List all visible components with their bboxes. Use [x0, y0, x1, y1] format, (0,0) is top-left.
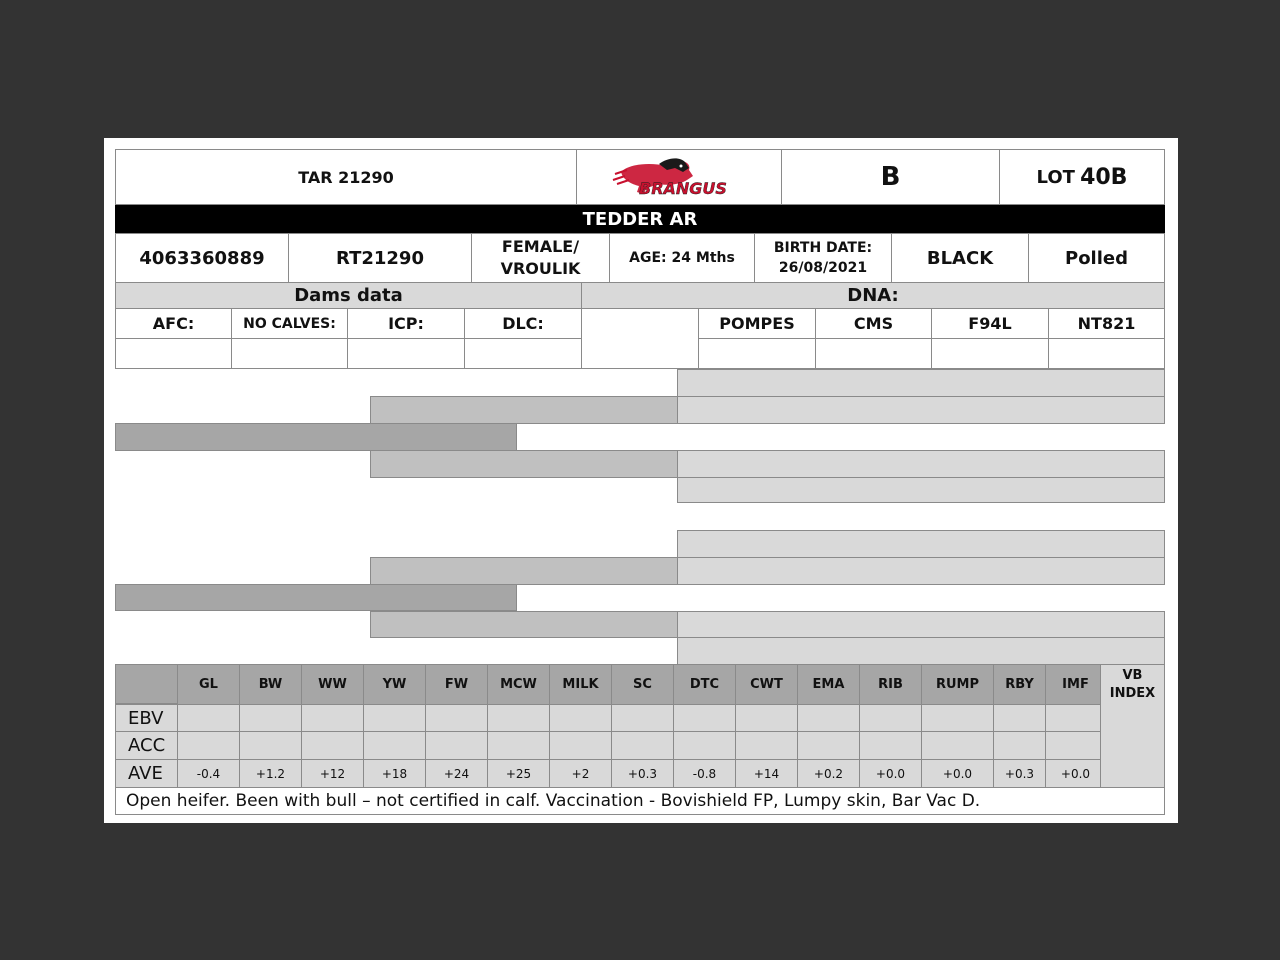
ebv-value-ema	[797, 704, 860, 732]
acc-value-rump	[921, 731, 994, 760]
lot-prefix: LOT	[1036, 166, 1075, 188]
ebv-col-bw: BW	[239, 664, 302, 705]
ebv-col-cwt: CWT	[735, 664, 798, 705]
dams-icp-label: ICP:	[347, 308, 465, 339]
pedigree-gs-2	[370, 557, 678, 585]
ebv-corner	[115, 664, 178, 704]
dna-nt821-label: NT821	[1048, 308, 1165, 339]
pedigree-sire	[115, 423, 517, 451]
dams-icp-value	[347, 338, 465, 369]
pedigree-ggd-2	[677, 477, 1165, 503]
dna-f94l-label: F94L	[931, 308, 1049, 339]
lot-value: 40B	[1080, 164, 1128, 190]
ebv-col-ema: EMA	[797, 664, 860, 705]
ave-value-ema: +0.2	[797, 759, 860, 788]
birth-date	[754, 233, 892, 283]
grade-letter	[781, 149, 1000, 205]
ave-value-ww: +12	[301, 759, 364, 788]
ebv-col-imf: IMF	[1045, 664, 1106, 705]
acc-value-milk	[549, 731, 612, 760]
dams-afc-value	[115, 338, 232, 369]
ave-value-rump: +0.0	[921, 759, 994, 788]
grade-text: B	[880, 162, 901, 192]
tar-text: TAR 21290	[298, 167, 394, 187]
ave-value-mcw: +25	[487, 759, 550, 788]
ebv-col-rump: RUMP	[921, 664, 994, 705]
acc-value-rby	[993, 731, 1046, 760]
ave-value-rby: +0.3	[993, 759, 1046, 788]
sex-line2: VROULIK	[500, 259, 581, 278]
ebv-value-imf	[1045, 704, 1106, 732]
ebv-col-gl: GL	[177, 664, 240, 705]
acc-value-dtc	[673, 731, 736, 760]
ebv-value-rby	[993, 704, 1046, 732]
row-label-ave: AVE	[115, 759, 178, 788]
bull-logo-icon	[609, 154, 749, 200]
acc-value-rib	[859, 731, 922, 760]
ebv-value-fw	[425, 704, 488, 732]
pedigree-dam	[115, 584, 517, 611]
animal-colour: BLACK	[891, 233, 1029, 283]
ave-value-cwt: +14	[735, 759, 798, 788]
ebv-col-rby: RBY	[993, 664, 1046, 705]
notes: Open heifer. Been with bull – not certified in calf. Vaccination - Bovishield FP, Lumpy skin, Bar Vac D.	[115, 787, 1165, 815]
acc-value-gl	[177, 731, 240, 760]
ave-value-sc: +0.3	[611, 759, 674, 788]
brangus-logo	[576, 149, 782, 205]
acc-value-ema	[797, 731, 860, 760]
vb-index	[1100, 664, 1165, 788]
acc-value-cwt	[735, 731, 798, 760]
ebv-col-dtc: DTC	[673, 664, 736, 705]
ebv-col-rib: RIB	[859, 664, 922, 705]
dna-title: DNA:	[581, 282, 1165, 309]
dna-cms-value	[815, 338, 932, 369]
ebv-value-gl	[177, 704, 240, 732]
animal-id: 4063360889	[115, 233, 289, 283]
dna-blank	[581, 308, 699, 369]
dams-afc-label: AFC:	[115, 308, 232, 339]
pedigree-ggd-3	[677, 557, 1165, 585]
pedigree-ggs-2	[677, 450, 1165, 478]
animal-age: AGE: 24 Mths	[609, 233, 755, 283]
acc-value-fw	[425, 731, 488, 760]
ave-value-gl: -0.4	[177, 759, 240, 788]
ebv-col-mcw: MCW	[487, 664, 550, 705]
dna-f94l-value	[931, 338, 1049, 369]
dams-dlc-label: DLC:	[464, 308, 582, 339]
birth-label: BIRTH DATE:	[773, 240, 873, 256]
ebv-col-milk: MILK	[549, 664, 612, 705]
dams-calves-value	[231, 338, 348, 369]
vb-index-line1: VB	[1122, 668, 1143, 683]
ebv-value-mcw	[487, 704, 550, 732]
ebv-col-ww: WW	[301, 664, 364, 705]
row-label-acc: ACC	[115, 731, 178, 760]
animal-horn: Polled	[1028, 233, 1165, 283]
ebv-value-yw	[363, 704, 426, 732]
dams-data-title: Dams data	[115, 282, 582, 309]
ebv-value-bw	[239, 704, 302, 732]
ave-value-milk: +2	[549, 759, 612, 788]
acc-value-sc	[611, 731, 674, 760]
acc-value-imf	[1045, 731, 1106, 760]
dna-cms-label: CMS	[815, 308, 932, 339]
dams-dlc-value	[464, 338, 582, 369]
ebv-value-rib	[859, 704, 922, 732]
ebv-value-rump	[921, 704, 994, 732]
pedigree-ggs-4	[677, 611, 1165, 638]
animal-sex	[471, 233, 610, 283]
ave-value-rib: +0.0	[859, 759, 922, 788]
dna-pompes-value	[698, 338, 816, 369]
sex-line1: FEMALE/	[501, 237, 580, 256]
pedigree-ggs-1	[677, 369, 1165, 397]
dna-pompes-label: POMPES	[698, 308, 816, 339]
animal-name: TEDDER AR	[115, 205, 1165, 233]
pedigree-ggd-1	[677, 396, 1165, 424]
logo-text: BRANGUS	[639, 179, 727, 198]
acc-value-yw	[363, 731, 426, 760]
pedigree-gd-2	[370, 611, 678, 638]
tar-number	[115, 149, 577, 205]
lot-number	[999, 149, 1165, 205]
acc-value-ww	[301, 731, 364, 760]
ave-value-imf: +0.0	[1045, 759, 1106, 788]
ebv-value-cwt	[735, 704, 798, 732]
ebv-col-fw: FW	[425, 664, 488, 705]
ebv-value-ww	[301, 704, 364, 732]
pedigree-ggd-4	[677, 637, 1165, 665]
pedigree-gs-1	[370, 396, 678, 424]
ave-value-yw: +18	[363, 759, 426, 788]
dna-nt821-value	[1048, 338, 1165, 369]
ave-value-dtc: -0.8	[673, 759, 736, 788]
lot-card	[104, 138, 1178, 823]
ebv-value-dtc	[673, 704, 736, 732]
acc-value-bw	[239, 731, 302, 760]
ebv-value-sc	[611, 704, 674, 732]
pedigree-gd-1	[370, 450, 678, 478]
pedigree-ggs-3	[677, 530, 1165, 558]
vb-index-line2: INDEX	[1109, 686, 1156, 701]
ebv-col-yw: YW	[363, 664, 426, 705]
birth-value: 26/08/2021	[778, 260, 868, 276]
animal-tag: RT21290	[288, 233, 472, 283]
ebv-col-sc: SC	[611, 664, 674, 705]
dams-calves-label: NO CALVES:	[231, 308, 348, 339]
acc-value-mcw	[487, 731, 550, 760]
ave-value-bw: +1.2	[239, 759, 302, 788]
ave-value-fw: +24	[425, 759, 488, 788]
row-label-ebv: EBV	[115, 704, 178, 732]
ebv-value-milk	[549, 704, 612, 732]
